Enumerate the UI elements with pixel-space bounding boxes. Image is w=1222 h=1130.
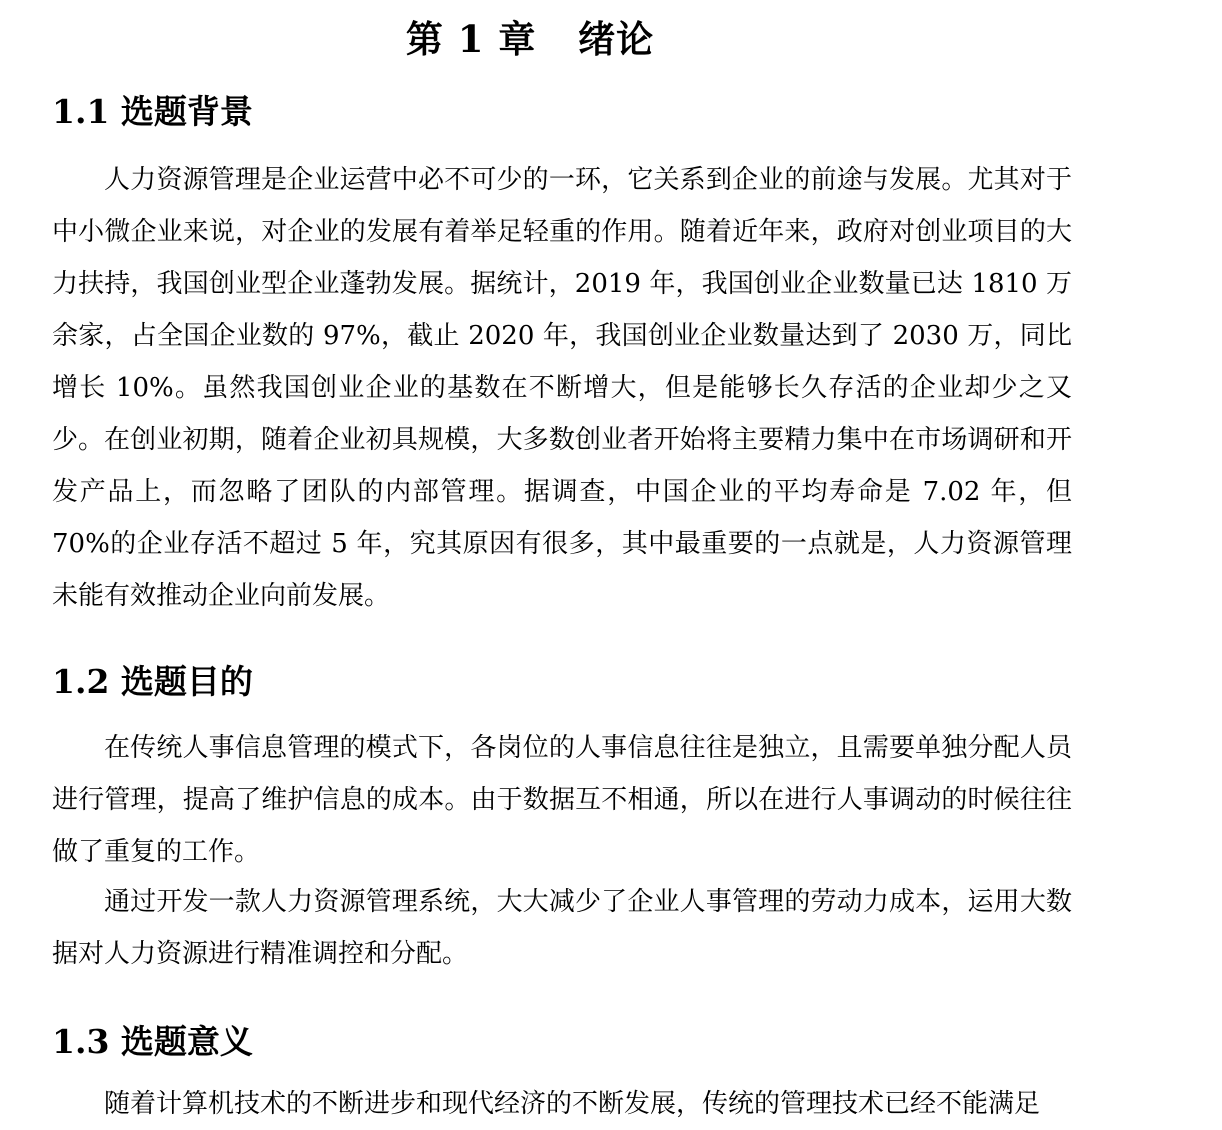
section-heading-1-1: 1.1 选题背景 bbox=[52, 92, 253, 131]
section-heading-1-2: 1.2 选题目的 bbox=[52, 662, 253, 701]
section-heading-1-3: 1.3 选题意义 bbox=[52, 1022, 253, 1061]
paragraph-background-1: 人力资源管理是企业运营中必不可少的一环，它关系到企业的前途与发展。尤其对于中小微企业来说，对企业的发展有着举足轻重的作用。随着近年来，政府对创业项目的大力扶持，我国创业型企业蓬勃发展。据统计，2019 年，我国创业企业数量已达 1810 万余家，占全国企业数的 97%，截止 2020 年，我国创业企业数量达到了 2030 万，同比增长 10%。虽然我国创业企业的基数在不断增大，但是能够长久存活的企业却少之又少。 bbox=[52, 165, 1072, 455]
paragraph-significance-1: 随着计算机技术的不断进步和现代经济的不断发展，传统的管理技术已经不能满足 bbox=[104, 1089, 1041, 1119]
paragraph-purpose-2: 通过开发一款人力资源管理系统，大大减少了企业人事管理的劳动力成本，运用大数据对人力资源进行精准调控和分配。 bbox=[52, 887, 1072, 969]
chapter-title: 第 1 章 绪论 bbox=[405, 17, 655, 61]
paragraph-background-2: 在创业初期，随着企业初具规模，大多数创业者开始将主要精力集中在市场调研和开发产品上，而忽略了团队的内部管理。据调查，中国企业的平均寿命是 7.02 年，但 70%的企业存活不超过 5 年，究其原因有很多，其中最重要的一点就是，人力资源管理未能有效推动企业向前发展。 bbox=[52, 425, 1072, 611]
paragraph-purpose-1: 在传统人事信息管理的模式下，各岗位的人事信息往往是独立，且需要单独分配人员进行管理，提高了维护信息的成本。由于数据互不相通，所以在进行人事调动的时候往往做了重复的工作。 bbox=[52, 733, 1072, 867]
